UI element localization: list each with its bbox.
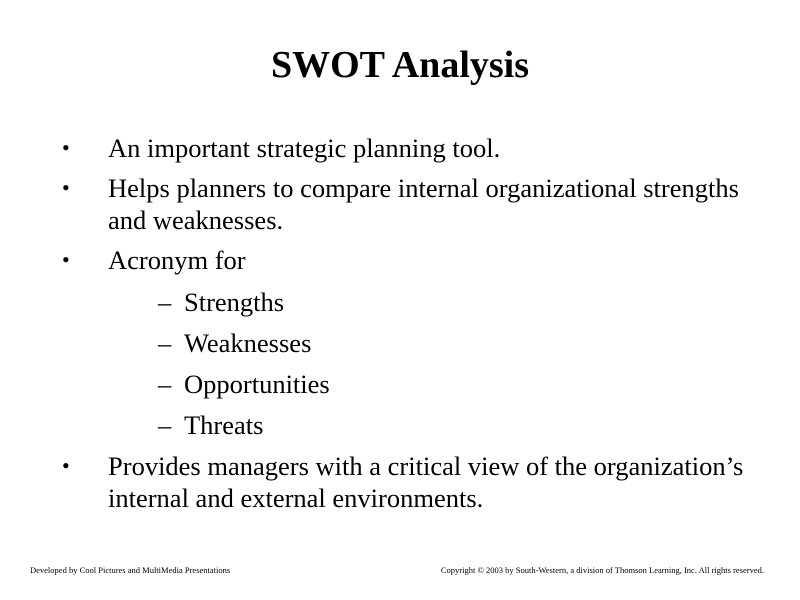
sub-item-dash: – bbox=[158, 410, 172, 440]
bullet-marker: • bbox=[62, 247, 70, 272]
bullet-text: Acronym for bbox=[108, 245, 246, 275]
sub-item-text: Opportunities bbox=[184, 369, 330, 399]
bullet-marker: • bbox=[62, 175, 70, 200]
sub-item-text: Weaknesses bbox=[184, 328, 312, 358]
slide-title: SWOT Analysis bbox=[270, 44, 530, 86]
bullet-marker: • bbox=[62, 135, 70, 160]
sub-item-text: Threats bbox=[184, 410, 264, 440]
bullet-item bbox=[62, 172, 762, 236]
bullet-text: Helps planners to compare internal organizational strengths and weaknesses. bbox=[108, 173, 739, 235]
bullet-item bbox=[62, 450, 762, 514]
sub-item-dash: – bbox=[158, 287, 172, 317]
bullet-text: An important strategic planning tool. bbox=[108, 133, 501, 163]
bullet-text: Provides managers with a critical view of the organization’s internal and external environments. bbox=[108, 451, 744, 513]
bullet-item bbox=[62, 132, 762, 164]
sub-item-dash: – bbox=[158, 369, 172, 399]
bullet-marker: • bbox=[62, 453, 70, 478]
sub-item bbox=[158, 286, 762, 318]
sub-item-text: Strengths bbox=[184, 287, 285, 317]
bullet-list bbox=[62, 132, 762, 522]
sub-item bbox=[158, 327, 762, 359]
bullet-item bbox=[62, 244, 762, 276]
sub-item bbox=[158, 368, 762, 400]
footer-copyright: Copyright © 2003 by South-Western, a division of Thomson Learning, Inc. All rights reserved. bbox=[440, 565, 764, 575]
footer-credit: Developed by Cool Pictures and MultiMedia Presentations bbox=[30, 565, 231, 575]
sub-item-dash: – bbox=[158, 328, 172, 358]
sub-item bbox=[158, 409, 762, 441]
